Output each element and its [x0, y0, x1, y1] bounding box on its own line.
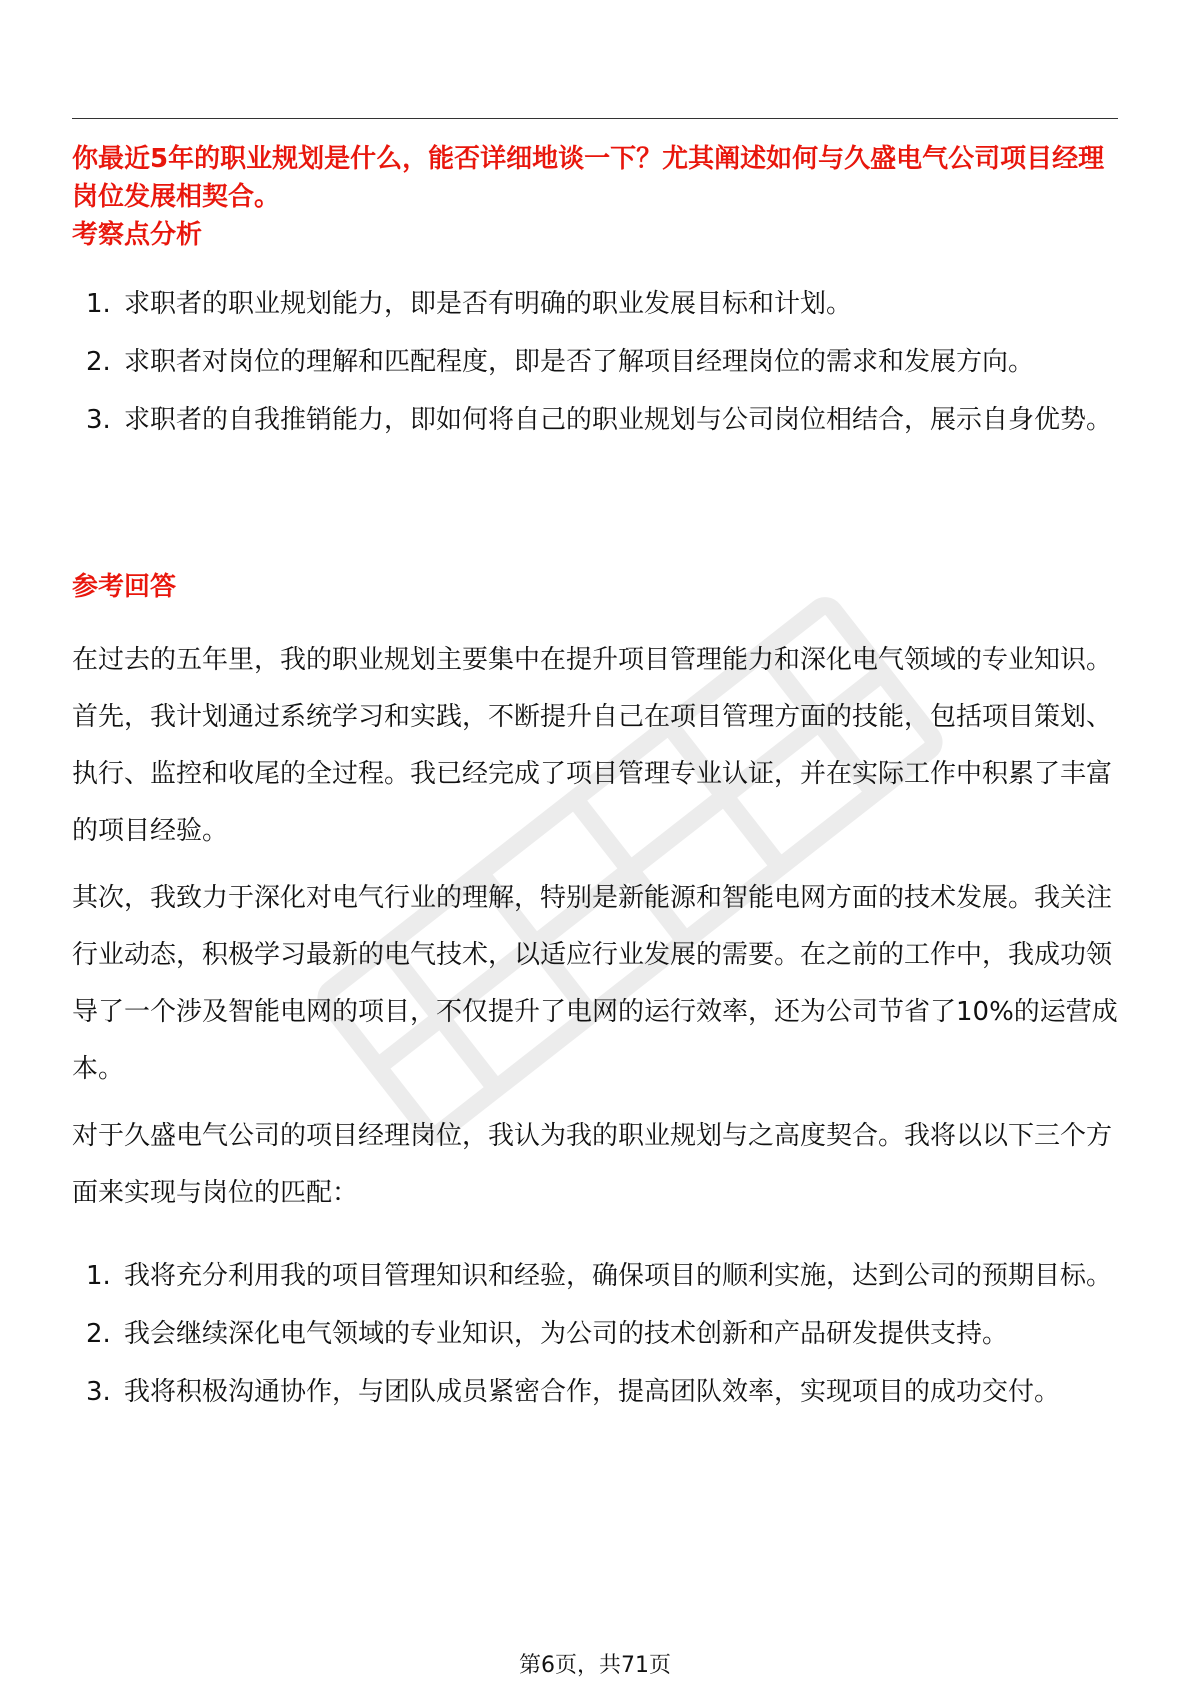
list-text: 我将充分利用我的项目管理知识和经验，确保项目的顺利实施，达到公司的预期目标。 — [124, 1261, 1113, 1291]
list-item — [72, 1306, 1118, 1363]
answer-paragraph: 其次，我致力于深化对电气行业的理解，特别是新能源和智能电网方面的技术发展。我关注行业动态，积极学习最新的电气技术，以适应行业发展的需要。在之前的工作中，我成功领导了一个涉及智能电网的项目，不仅提升了电网的运行效率，还为公司节省了10%的运营成本。 — [72, 883, 1118, 1084]
answer-paragraph: 在过去的五年里，我的职业规划主要集中在提升项目管理能力和深化电气领域的专业知识。首先，我计划通过系统学习和实践，不断提升自己在项目管理方面的技能，包括项目策划、执行、监控和收尾的全过程。我已经完成了项目管理专业认证，并在实际工作中积累了丰富的项目经验。 — [72, 645, 1113, 846]
list-number: 1. — [86, 1261, 111, 1291]
list-text: 我将积极沟通协作，与团队成员紧密合作，提高团队效率，实现项目的成功交付。 — [124, 1377, 1061, 1407]
page-number-footer: 第6页，共71页 — [519, 1653, 671, 1678]
list-number: 3. — [86, 1377, 111, 1407]
analysis-heading: 考察点分析 — [72, 220, 203, 250]
answer-paragraph: 对于久盛电气公司的项目经理岗位，我认为我的职业规划与之高度契合。我将以以下三个方面来实现与岗位的匹配： — [72, 1121, 1113, 1208]
analysis-list — [72, 276, 1118, 450]
answer-list — [72, 1248, 1118, 1422]
top-divider — [72, 118, 1118, 119]
list-number: 1. — [86, 289, 111, 319]
list-item — [72, 276, 1118, 333]
list-item — [72, 1248, 1118, 1305]
question-title: 你最近5年的职业规划是什么，能否详细地谈一下？尤其阐述如何与久盛电气公司项目经理岗位发展相契合。 — [72, 144, 1105, 212]
list-text: 我会继续深化电气领域的专业知识，为公司的技术创新和产品研发提供支持。 — [124, 1319, 1009, 1349]
list-text: 求职者的自我推销能力，即如何将自己的职业规划与公司岗位相结合，展示自身优势。 — [124, 405, 1113, 435]
list-number: 2. — [86, 347, 111, 377]
list-text: 求职者对岗位的理解和匹配程度，即是否了解项目经理岗位的需求和发展方向。 — [124, 347, 1035, 377]
list-item — [72, 334, 1118, 391]
list-item — [72, 1364, 1118, 1421]
list-number: 3. — [86, 405, 111, 435]
list-number: 2. — [86, 1319, 111, 1349]
answer-heading: 参考回答 — [72, 572, 177, 602]
list-item — [72, 392, 1118, 449]
list-text: 求职者的职业规划能力，即是否有明确的职业发展目标和计划。 — [124, 289, 853, 319]
